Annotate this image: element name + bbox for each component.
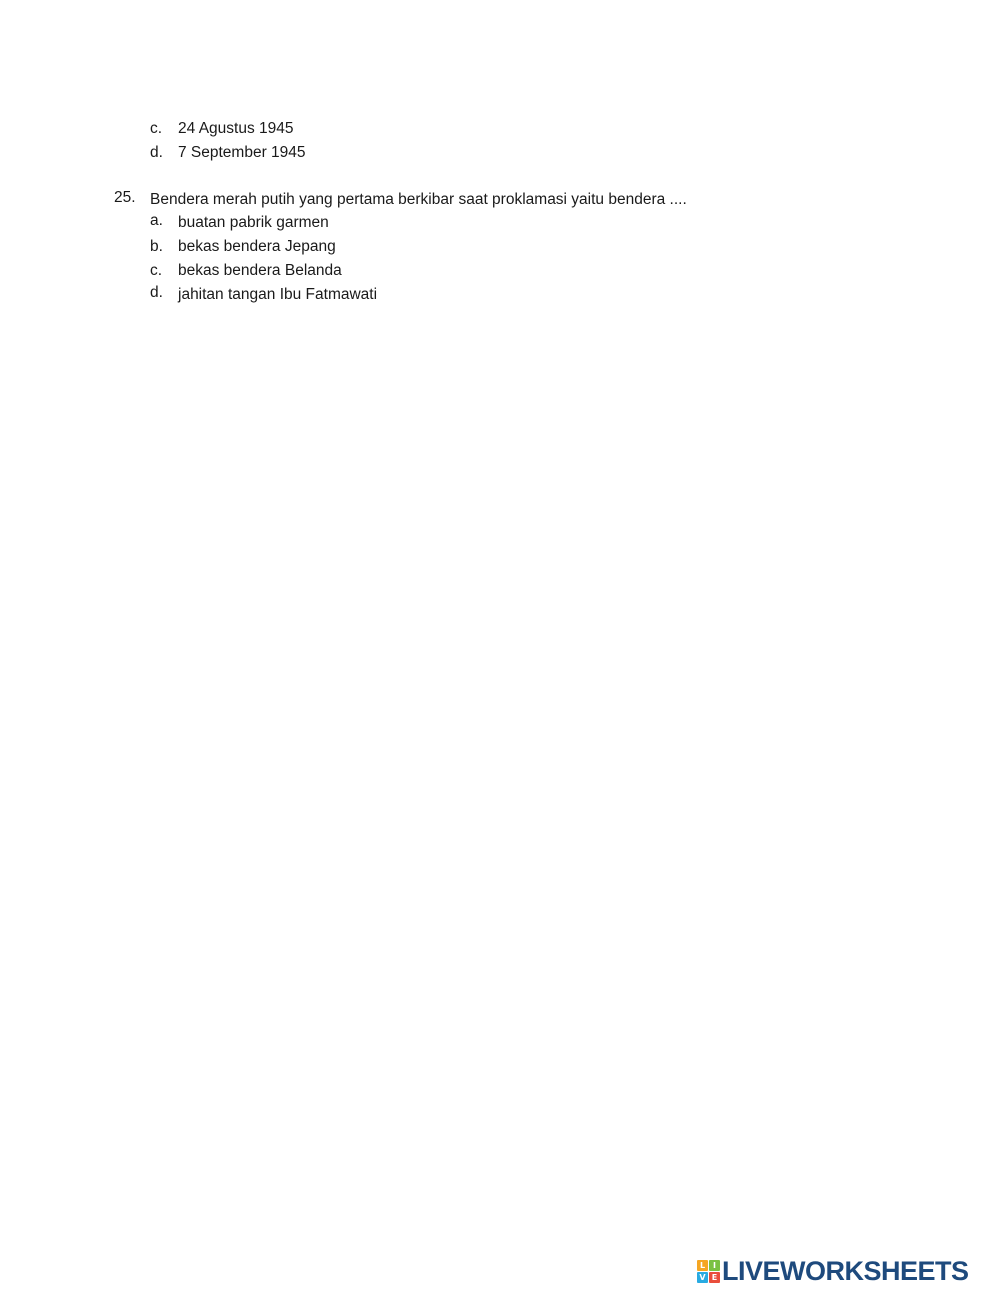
option-row-25-b (0, 237, 1000, 257)
option-row-prev-c (0, 119, 1000, 139)
option-letter: a. (150, 212, 163, 229)
option-text: bekas bendera Belanda (178, 262, 342, 279)
logo-block: V (697, 1272, 708, 1283)
option-text: buatan pabrik garmen (178, 214, 329, 231)
option-letter: b. (150, 238, 163, 255)
option-text: 7 September 1945 (178, 144, 306, 161)
logo-blocks-icon (697, 1260, 720, 1283)
question-text: Bendera merah putih yang pertama berkibar saat proklamasi yaitu bendera .... (150, 191, 687, 208)
option-letter: c. (150, 120, 163, 137)
logo-block: L (697, 1260, 708, 1271)
option-row-25-d (0, 285, 1000, 305)
logo-block: E (709, 1272, 720, 1283)
option-row-25-a (0, 213, 1000, 233)
option-letter: d. (150, 284, 163, 301)
logo-text: LIVEWORKSHEETS (722, 1256, 969, 1286)
liveworksheets-logo (697, 1258, 969, 1284)
option-row-prev-d (0, 143, 1000, 163)
option-text: bekas bendera Jepang (178, 238, 336, 255)
option-letter: c. (150, 262, 163, 279)
option-text: jahitan tangan Ibu Fatmawati (178, 286, 378, 303)
option-row-25-c (0, 261, 1000, 281)
option-letter: d. (150, 144, 163, 161)
option-text: 24 Agustus 1945 (178, 120, 294, 137)
logo-block: I (709, 1260, 720, 1271)
question-25 (0, 190, 1000, 210)
question-number: 25. (114, 189, 136, 206)
